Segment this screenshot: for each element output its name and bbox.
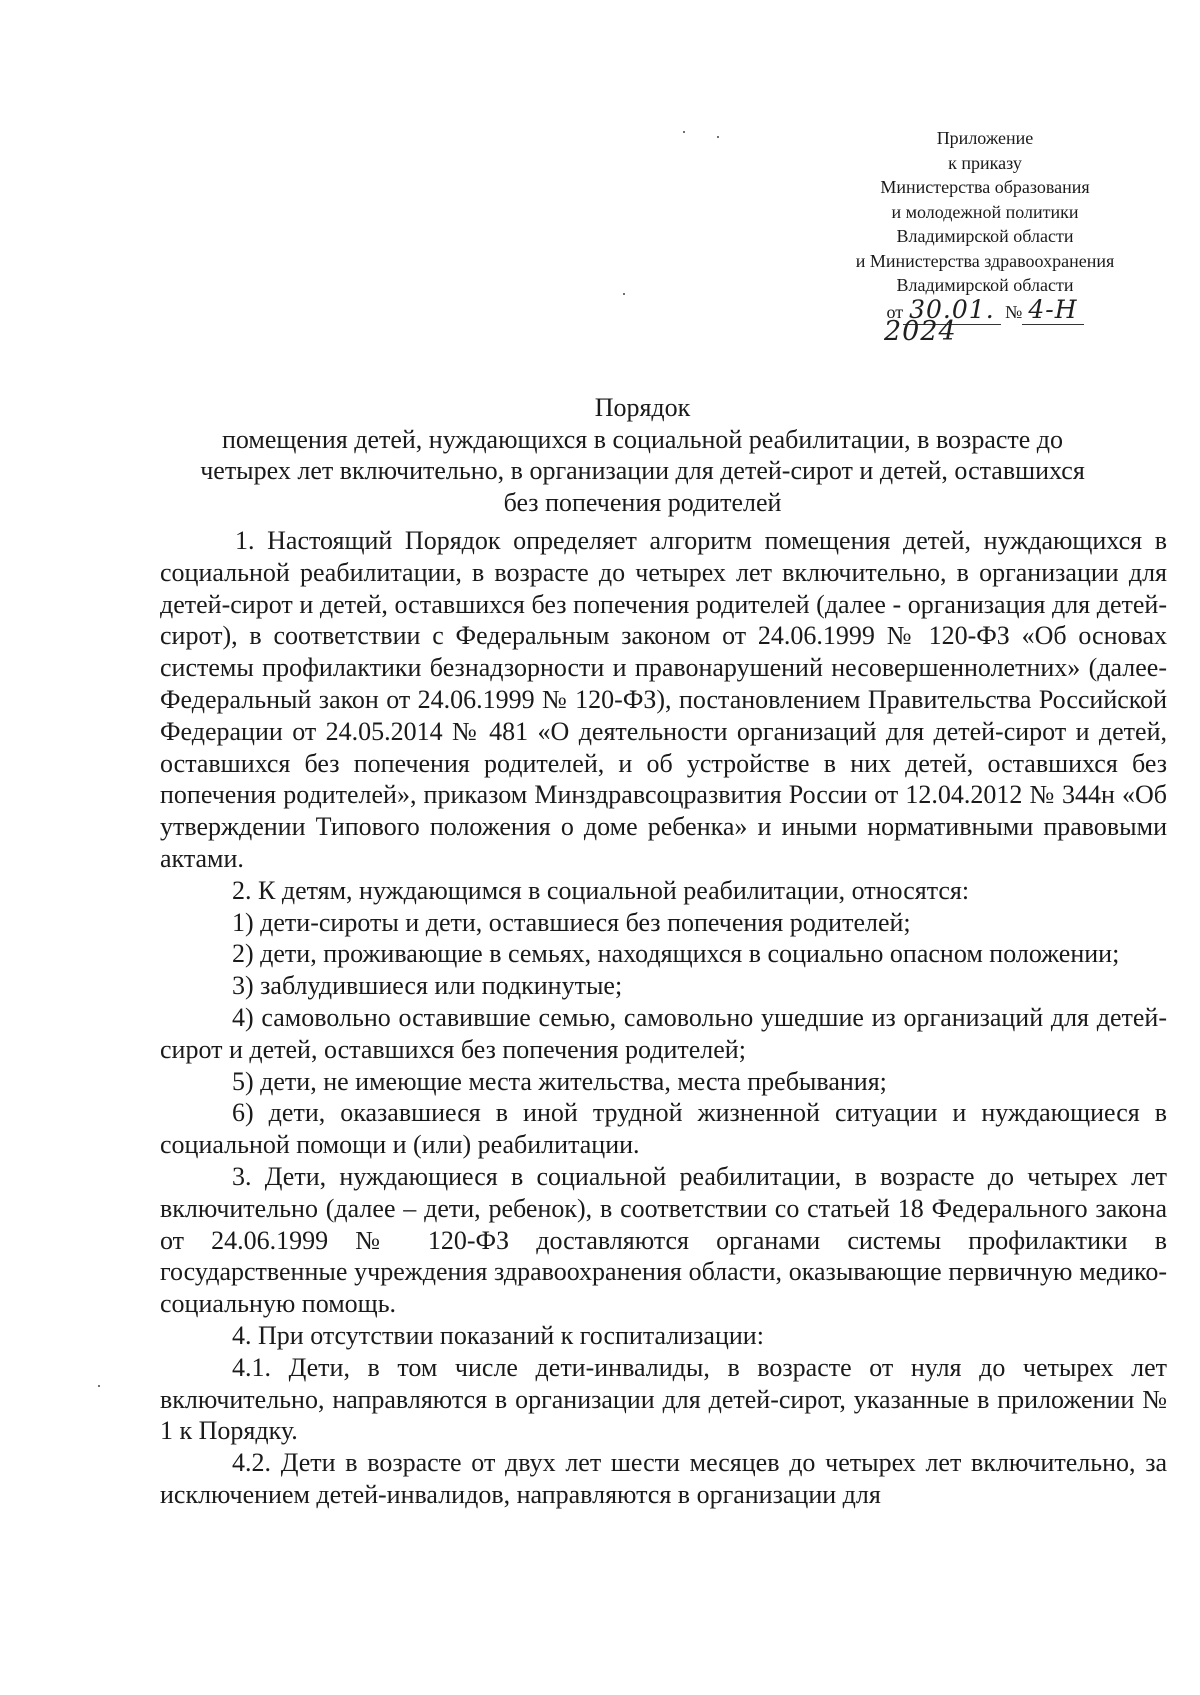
list-item: 5) дети, не имеющие места жительства, места пребывания; — [232, 1066, 887, 1096]
handwritten-date: 30.01. — [903, 295, 1001, 325]
paragraph: 2. К детям, нуждающимся в социальной реабилитации, относятся: — [232, 875, 970, 905]
order-date-number — [820, 294, 1150, 325]
scan-speck — [683, 131, 685, 133]
appendix-line: Владимирской области — [896, 275, 1074, 295]
handwritten-number: 4-Н — [1022, 295, 1083, 325]
list-item: 2) дети, проживающие в семьях, находящихся в социально опасном положении; — [232, 939, 1120, 969]
scan-speck — [717, 136, 719, 138]
title-heading: Порядок — [594, 393, 691, 422]
paragraph: 4. При отсутствии показаний к госпитализации: — [232, 1320, 764, 1350]
list-item: 6) дети, оказавшиеся в иной трудной жизненной ситуации и нуждающиеся в социальной помощи и (или) реабилитации. — [160, 1098, 1167, 1160]
appendix-line: Приложение — [936, 128, 1034, 148]
paragraph: 3. Дети, нуждающиеся в социальной реабилитации, в возрасте до четырех лет включительно (далее – дети, ребенок), в соответствии со статьей 18 Федерального закона от 24.06.1999 № 120-ФЗ доставляются органами системы профилактики в государственные учреждения здравоохранения области, оказывающие первичную медико-социальную помощь. — [160, 1161, 1167, 1319]
appendix-header — [820, 126, 1150, 324]
appendix-line: Министерства образования — [880, 177, 1090, 197]
scan-speck — [623, 293, 625, 295]
list-item: 1) дети-сироты и дети, оставшиеся без попечения родителей; — [232, 907, 911, 937]
scan-speck — [98, 1385, 100, 1387]
number-prefix: № — [1005, 301, 1023, 322]
appendix-line: и молодежной политики — [891, 201, 1079, 222]
document-title — [150, 392, 1135, 518]
appendix-line: и Министерства здравоохранения — [855, 250, 1115, 271]
title-line: без попечения родителей — [503, 487, 782, 517]
date-prefix: от — [886, 301, 904, 322]
title-line: четырех лет включительно, в организации для детей-сирот и детей, оставшихся — [200, 456, 1085, 485]
paragraph: 4.1. Дети, в том числе дети-инвалиды, в возрасте от нуля до четырех лет включительно, направляются в организации для детей-сирот, указанные в приложении № 1 к Порядку. — [160, 1352, 1167, 1446]
title-line: помещения детей, нуждающихся в социальной реабилитации, в возрасте до — [221, 424, 1064, 454]
document-body — [160, 525, 1167, 1511]
paragraph: 1. Настоящий Порядок определяет алгоритм помещения детей, нуждающихся в социальной реабилитации, в возрасте до четырех лет включительно, в организации для детей-сирот и детей, оставшихся без попечения родителей (далее - организация для детей-сирот), в соответствии с Федеральным законом от 24.06.1999 № 120-ФЗ «Об основах системы профилактики безнадзорности и правонарушений несовершеннолетних» (далее-Федеральный закон от 24.06.1999 № 120-ФЗ), постановлением Правительства Российской Федерации от 24.05.2014 № 481 «О деятельности организаций для детей-сирот и детей, оставшихся без попечения родителей, и об устройстве в них детей, оставшихся без попечения родителей», приказом Минздравсоцразвития России от 12.04.2012 № 344н «Об утверждении Типового положения о доме ребенка» и иными нормативными правовыми актами. — [160, 526, 1167, 873]
paragraph: 4.2. Дети в возрасте от двух лет шести месяцев до четырех лет включительно, за исключением детей-инвалидов, направляются в организации для — [160, 1448, 1167, 1509]
appendix-line: к приказу — [948, 152, 1022, 173]
appendix-line: Владимирской области — [896, 226, 1074, 246]
handwritten-year: 2024 — [884, 316, 957, 347]
list-item: 4) самовольно оставившие семью, самовольно ушедшие из организаций для детей-сирот и детей, оставшихся без попечения родителей; — [160, 1002, 1167, 1064]
list-item: 3) заблудившиеся или подкинутые; — [232, 971, 623, 1001]
